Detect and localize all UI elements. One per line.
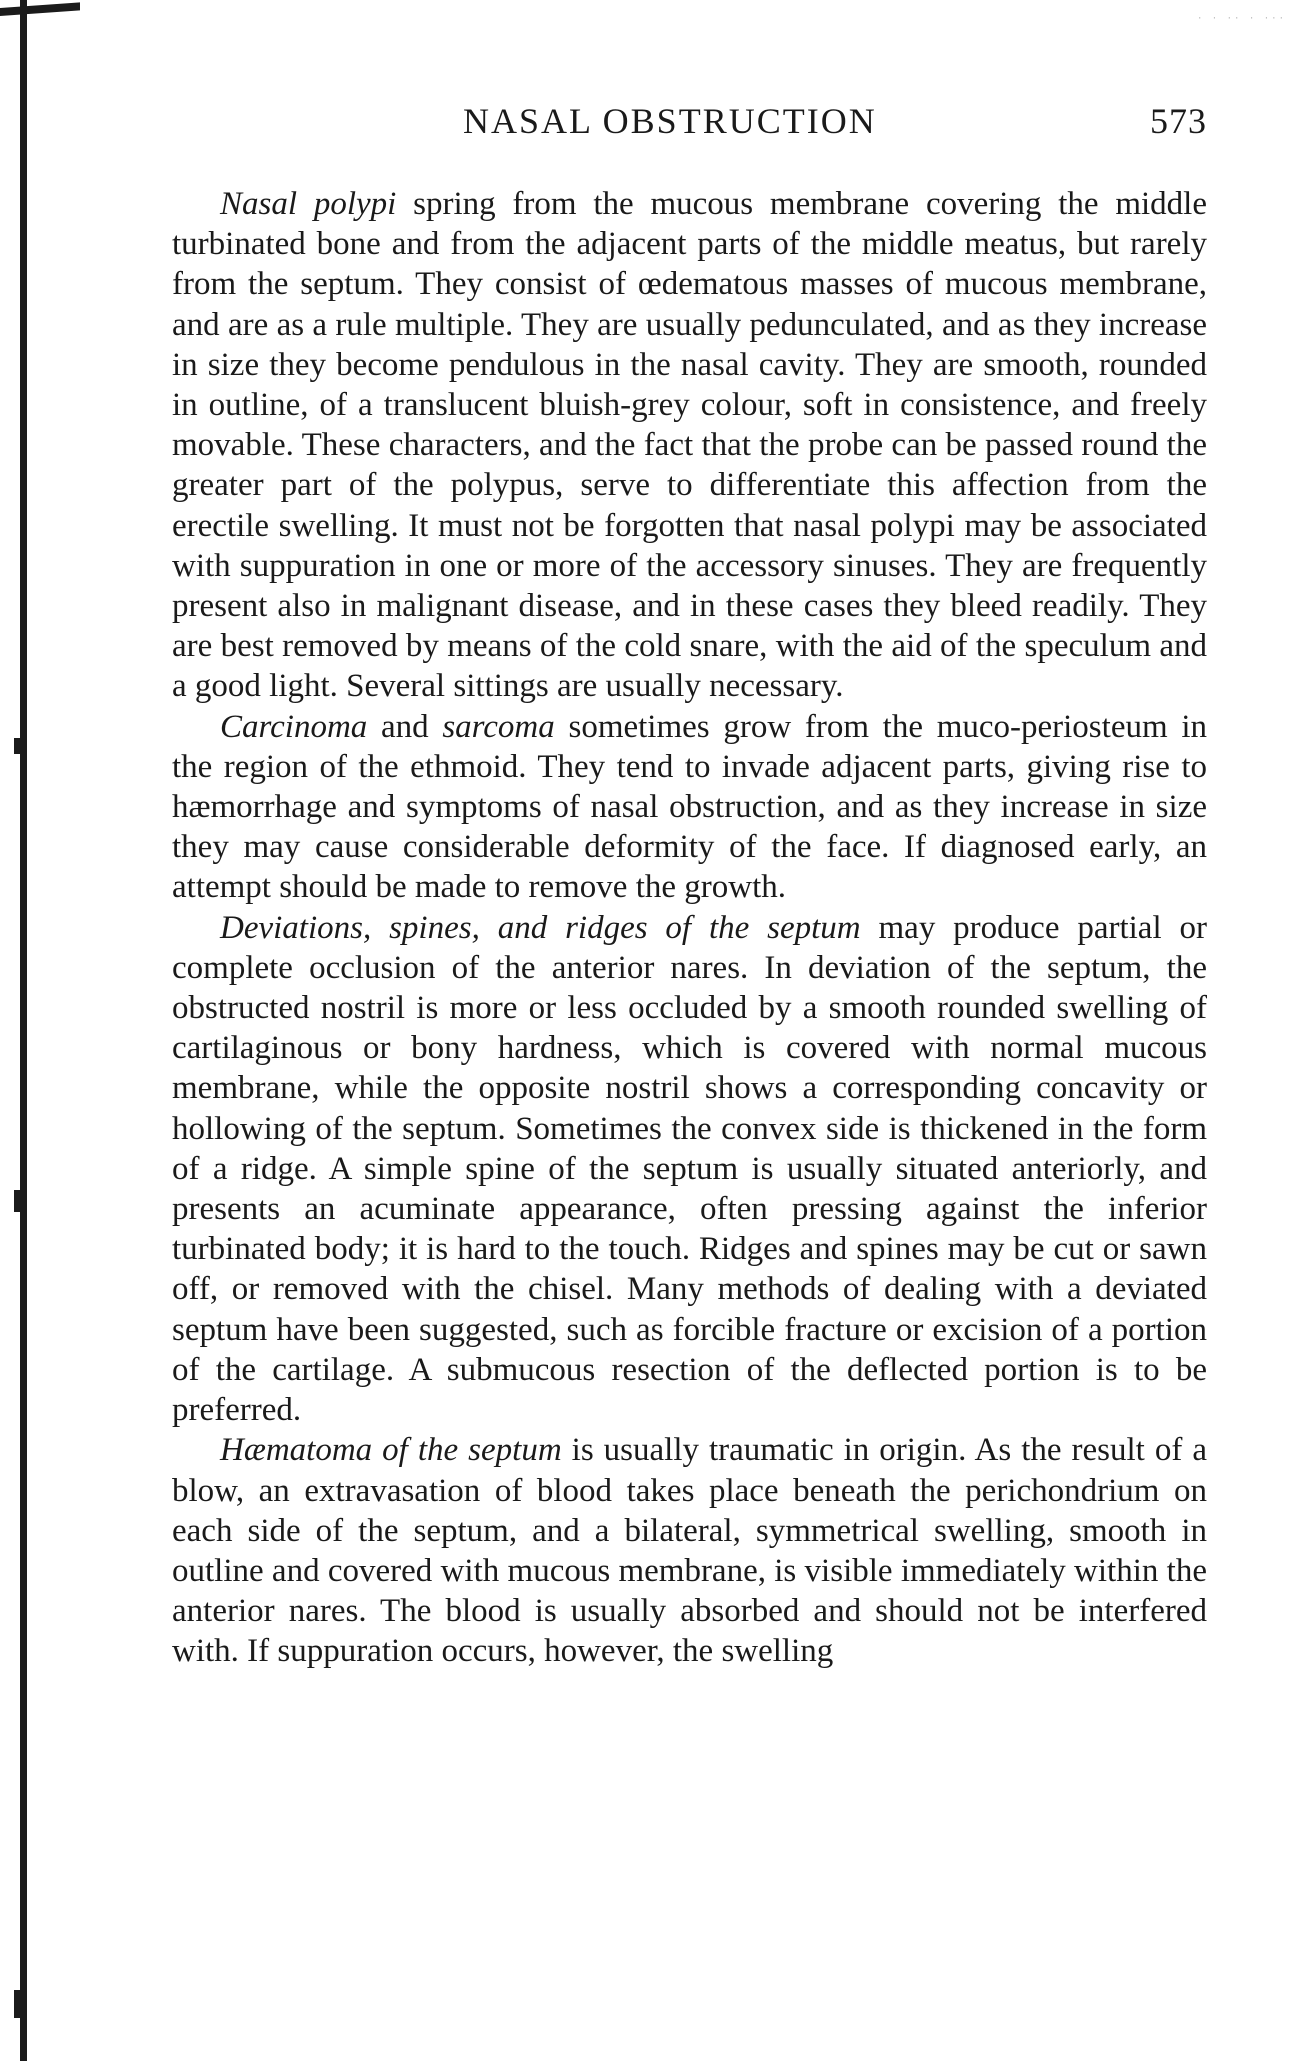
- paragraph-deviations: [172, 908, 1207, 1431]
- paragraph-lead-secondary: sarcoma: [442, 708, 555, 745]
- paragraph-lead: Hæmatoma of the septum: [220, 1432, 562, 1469]
- page-number: 573: [1150, 101, 1207, 141]
- paragraph-haematoma: [172, 1430, 1207, 1671]
- paragraph-carcinoma: [172, 707, 1207, 908]
- scan-artifact: · · ·· · ···: [1196, 14, 1286, 24]
- running-title: NASAL OBSTRUCTION: [463, 101, 877, 141]
- page-header: [172, 94, 1207, 144]
- paragraph-text: spring from the mucous membrane covering the middle turbinated bone and from the adjacent parts of the middle meatus, but rarely from the septum. They consist of œdematous masses of mucous membrane, and are as a rule multiple. They are usually pedunculated, and as they increase in size they become pendulous in the nasal cavity. They are smooth, rounded in outline, of a translucent bluish-grey colour, soft in consistence, and freely movable. These characters, and the fact that the probe can be passed round the greater part of the polypus, serve to differentiate this affection from the erectile swelling. It must not be forgotten that nasal polypi may be associated with suppuration in one or more of the accessory sinuses. They are frequently present also in malignant disease, and in these cases they bleed readily. They are best removed by means of the cold snare, with the aid of the speculum and a good light. Several sittings are usually necessary.: [172, 186, 1207, 705]
- binding-mark: [14, 1990, 23, 2018]
- paragraph-lead: Deviations, spines, and ridges of the septum: [220, 909, 861, 946]
- binding-edge-top: [0, 2, 80, 16]
- paragraph-connector: and: [367, 708, 443, 745]
- paragraph-text: may produce partial or complete occlusion of the anterior nares. In deviation of the septum, the obstructed nostril is more or less occluded by a smooth rounded swelling of cartilaginous or bony hardness, which is covered with normal mucous membrane, while the opposite nostril shows a corresponding concavity or hollowing of the septum. Sometimes the convex side is thickened in the form of a ridge. A simple spine of the septum is usually situated anteriorly, and presents an acuminate appearance, often pressing against the inferior turbinated body; it is hard to the touch. Ridges and spines may be cut or sawn off, or removed with the chisel. Many methods of dealing with a deviated septum have been suggested, such as forcible fracture or excision of a portion of the cartilage. A submucous resection of the deflected portion is to be preferred.: [172, 909, 1207, 1429]
- paragraph-text: sometimes grow from the muco-periosteum in the region of the ethmoid. They tend to invade adjacent parts, giving rise to hæmorrhage and symptoms of nasal obstruction, and as they increase in size they may cause considerable deformity of the face. If diagnosed early, an attempt should be made to remove the growth.: [172, 708, 1207, 906]
- paragraph-lead: Nasal polypi: [220, 186, 397, 222]
- paragraph-nasal-polypi: [172, 184, 1207, 707]
- paragraph-lead: Carcinoma: [220, 708, 368, 745]
- body-text: [172, 184, 1207, 1672]
- paragraph-text: is usually traumatic in origin. As the result of a blow, an extravasation of blood takes place beneath the perichondrium on each side of the septum, and a bilateral, symmetrical swelling, smooth in outline and covered with mucous membrane, is visible immediately within the anterior nares. The blood is usually absorbed and should not be interfered with. If suppuration occurs, however, the swelling: [172, 1432, 1207, 1670]
- binding-edge: [20, 0, 27, 2061]
- binding-mark: [14, 738, 23, 754]
- binding-mark: [14, 1190, 23, 1212]
